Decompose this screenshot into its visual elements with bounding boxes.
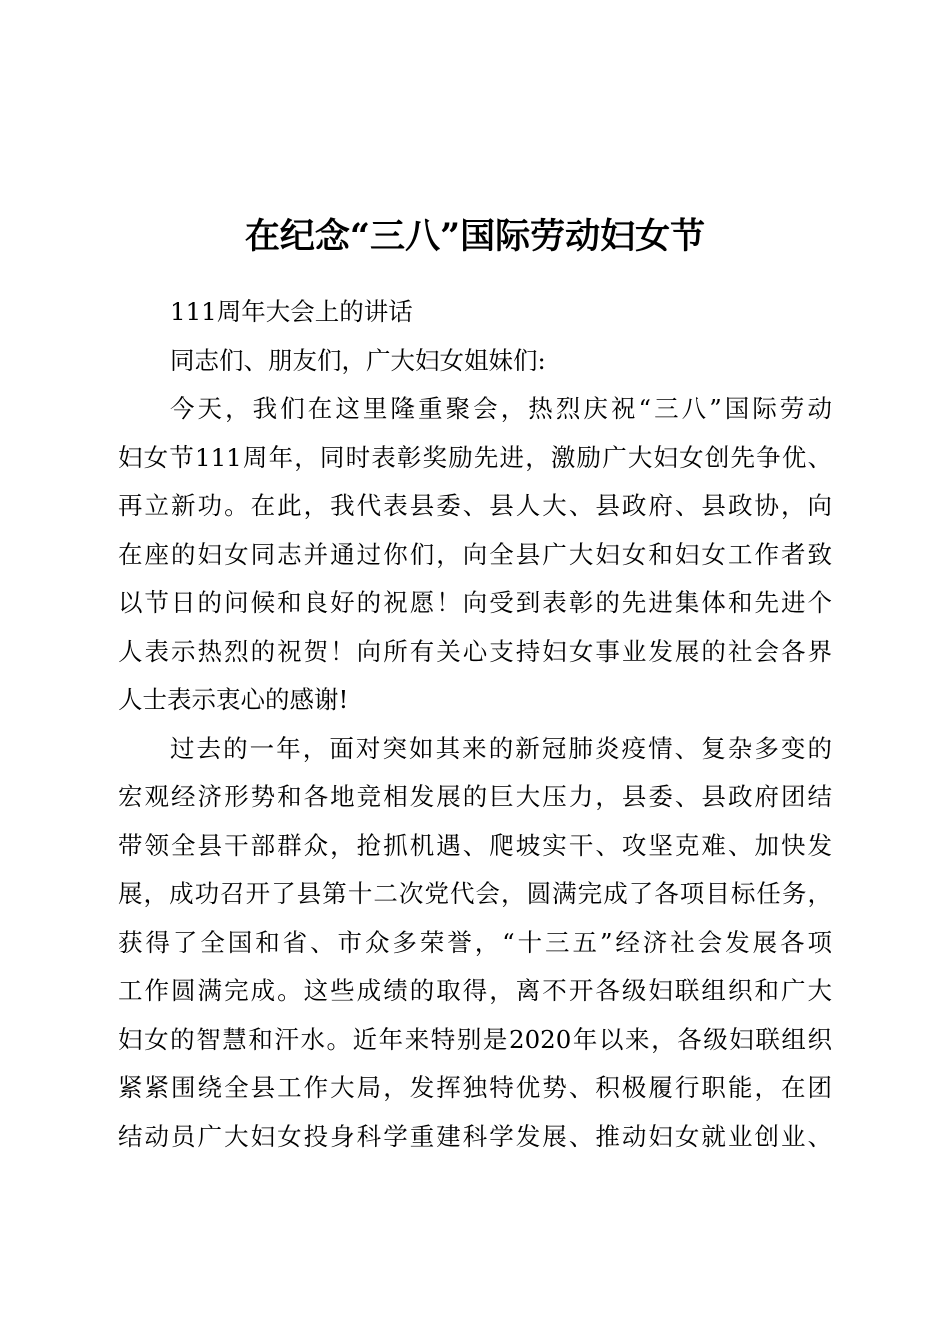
text-line: 以节日的问候和良好的祝愿！向受到表彰的先进集体和先进个: [118, 588, 832, 617]
text-line: 宏观经济形势和各地竞相发展的巨大压力，县委、县政府团结: [118, 782, 832, 811]
text-line: 妇女的智慧和汗水。近年来特别是2020年以来，各级妇联组织: [118, 1024, 832, 1054]
text-line: 人士表示衷心的感谢!: [118, 685, 349, 714]
text-line: 今天，我们在这里隆重聚会，热烈庆祝“三八”国际劳动: [170, 394, 832, 423]
text-line: 同志们、朋友们，广大妇女姐妹们:: [170, 345, 546, 375]
text-line: 人表示热烈的祝贺！向所有关心支持妇女事业发展的社会各界: [118, 636, 832, 666]
text-line: 工作圆满完成。这些成绩的取得，离不开各级妇联组织和广大: [118, 976, 832, 1005]
document-title: 在纪念“三八”国际劳动妇女节: [244, 216, 706, 257]
text-line: 结动员广大妇女投身科学重建科学发展、推动妇女就业创业、: [118, 1121, 832, 1151]
text-line: 获得了全国和省、市众多荣誉，“十三五”经济社会发展各项: [118, 927, 832, 957]
text-line: 过去的一年，面对突如其来的新冠肺炎疫情、复杂多变的: [170, 733, 832, 763]
text-line: 带领全县干部群众，抢抓机遇、爬坡实干、攻坚克难、加快发: [118, 830, 832, 860]
text-line: 妇女节111周年，同时表彰奖励先进，激励广大妇女创先争优、: [118, 442, 832, 472]
text-line: 111周年大会上的讲话: [170, 297, 413, 326]
text-line: 在座的妇女同志并通过你们，向全县广大妇女和妇女工作者致: [118, 539, 832, 569]
text-line: 紧紧围绕全县工作大局，发挥独特优势、积极履行职能，在团: [118, 1073, 832, 1102]
text-line: 再立新功。在此，我代表县委、县人大、县政府、县政协，向: [118, 491, 832, 520]
document-body: [118, 288, 832, 1161]
text-line: 展，成功召开了县第十二次党代会，圆满完成了各项目标任务，: [118, 879, 832, 908]
